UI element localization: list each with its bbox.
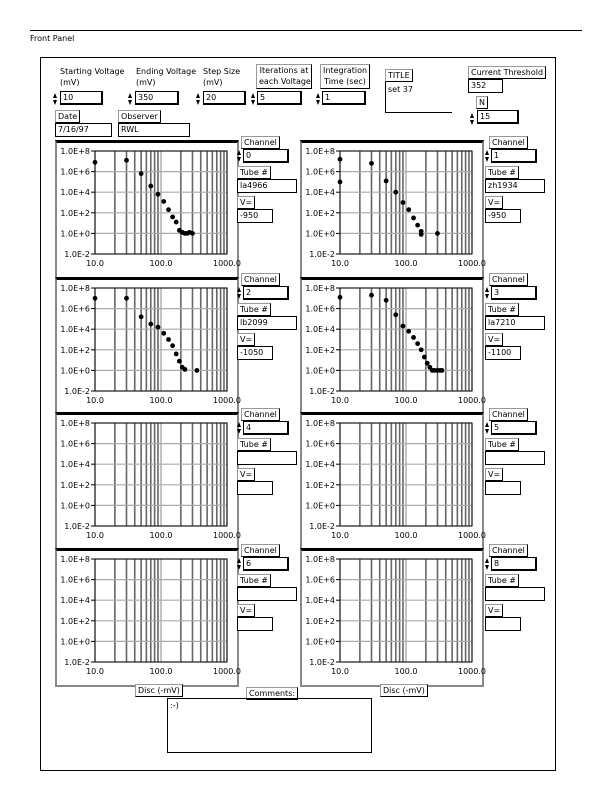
channel-label: Channel (489, 544, 528, 557)
data-point (148, 184, 153, 189)
tube-field[interactable]: lb2099 (237, 316, 297, 330)
x-tick-label: 100.0 (394, 259, 418, 268)
data-point (174, 352, 179, 357)
y-tick-label: 1.0E+8 (305, 147, 335, 156)
tube-label: Tube # (237, 438, 271, 451)
y-tick-label: 1.0E+2 (305, 208, 335, 218)
tube-label: Tube # (237, 166, 271, 179)
title-label: TITLE (385, 69, 413, 82)
integration-label (320, 64, 370, 89)
y-tick-label: 1.0E+8 (305, 555, 335, 564)
data-point (161, 199, 166, 204)
plot-svg (302, 280, 486, 414)
y-tick-label: 1.0E+0 (305, 229, 335, 239)
data-point (148, 322, 153, 327)
data-point (422, 355, 427, 360)
voltage-field[interactable] (485, 617, 521, 631)
iterations-label-line2: each Voltage (259, 77, 311, 86)
v-label: V= (485, 604, 503, 617)
iterations-stepper-icon[interactable] (251, 93, 256, 105)
y-tick-label: 1.0E+6 (60, 439, 90, 449)
y-tick-label: 1.0E+8 (60, 419, 90, 428)
tube-field[interactable] (485, 451, 545, 465)
observer-label: Observer (118, 110, 161, 123)
graph-channel-1 (300, 140, 484, 279)
voltage-field[interactable] (237, 481, 273, 495)
channel-stepper-icon[interactable] (485, 422, 490, 434)
voltage-field[interactable]: -1050 (237, 346, 273, 360)
y-tick-label: 1.0E+4 (305, 460, 335, 470)
x-tick-label: 100.0 (394, 531, 418, 540)
data-point (411, 216, 416, 221)
channel-label: Channel (489, 136, 528, 149)
y-tick-label: 1.0E+2 (60, 616, 90, 626)
integration-label-line2: Time (sec) (324, 77, 366, 86)
tube-field[interactable] (237, 451, 297, 465)
channel-stepper-icon[interactable] (237, 150, 242, 162)
channel-label: Channel (241, 544, 280, 557)
data-point (369, 161, 374, 166)
window-title: Front Panel (30, 34, 75, 43)
title-field[interactable]: set 37 (385, 82, 452, 113)
iterations-input[interactable]: 5 (257, 91, 302, 105)
current-threshold-label: Current Threshold (468, 66, 546, 79)
y-tick-label: 1.0E+8 (305, 419, 335, 428)
ending-voltage-stepper-icon[interactable] (128, 93, 133, 105)
tube-label: Tube # (237, 303, 271, 316)
channel-stepper-icon[interactable] (485, 558, 490, 570)
channel-stepper-icon[interactable] (485, 150, 490, 162)
tube-field[interactable]: zh1934 (485, 179, 545, 193)
channel-label: Channel (241, 273, 280, 286)
y-tick-label: 1.0E-2 (309, 250, 335, 259)
channel-input[interactable]: 1 (491, 149, 537, 163)
x-tick-label: 100.0 (394, 667, 418, 676)
data-point (170, 215, 175, 220)
channel-label: Channel (489, 408, 528, 421)
ending-voltage-label: Ending Voltage (136, 67, 197, 76)
x-tick-label: 1000.0 (213, 396, 241, 405)
x-tick-label: 1000.0 (458, 259, 486, 268)
n-stepper-icon[interactable] (470, 113, 475, 125)
voltage-field[interactable]: -950 (485, 209, 521, 223)
y-tick-label: 1.0E-2 (64, 387, 90, 396)
voltage-field[interactable] (237, 617, 273, 631)
v-label: V= (237, 196, 255, 209)
channel-input[interactable]: 5 (491, 421, 537, 435)
tube-field[interactable] (485, 587, 545, 601)
y-tick-label: 1.0E+0 (60, 229, 90, 239)
y-tick-label: 1.0E+2 (305, 480, 335, 490)
data-point (93, 160, 98, 165)
plot-svg (57, 280, 241, 414)
channel-label: Channel (241, 136, 280, 149)
data-point (415, 223, 420, 228)
v-label: V= (237, 468, 255, 481)
x-tick-label: 10.0 (86, 667, 104, 676)
channel-input[interactable]: 6 (243, 557, 289, 571)
channel-input[interactable]: 8 (491, 557, 537, 571)
x-tick-label: 10.0 (331, 531, 349, 540)
x-tick-label: 10.0 (86, 259, 104, 268)
y-tick-label: 1.0E+0 (305, 501, 335, 511)
data-point (435, 231, 440, 236)
data-point (124, 158, 129, 163)
voltage-field[interactable]: -950 (237, 209, 273, 223)
v-label: V= (237, 604, 255, 617)
tube-field[interactable] (237, 587, 297, 601)
plot-svg (302, 551, 486, 685)
y-tick-label: 1.0E-2 (309, 522, 335, 531)
plot-svg (57, 551, 241, 685)
data-point (415, 341, 420, 346)
graph-channel-2 (55, 277, 239, 416)
x-tick-label: 100.0 (394, 396, 418, 405)
ending-voltage-unit: (mV) (136, 78, 156, 87)
x-tick-label: 100.0 (149, 531, 173, 540)
tube-field[interactable]: la7210 (485, 316, 545, 330)
channel-input[interactable]: 2 (243, 286, 289, 300)
channel-label: Channel (489, 273, 528, 286)
y-tick-label: 1.0E+8 (60, 284, 90, 293)
y-tick-label: 1.0E+2 (305, 345, 335, 355)
y-tick-label: 1.0E+2 (60, 480, 90, 490)
x-tick-label: 1000.0 (458, 667, 486, 676)
integration-stepper-icon[interactable] (316, 93, 321, 105)
y-tick-label: 1.0E+8 (305, 284, 335, 293)
y-tick-label: 1.0E-2 (309, 658, 335, 667)
iterations-label (256, 64, 312, 89)
y-tick-label: 1.0E-2 (64, 250, 90, 259)
data-point (195, 368, 200, 373)
data-point (419, 232, 424, 237)
starting-voltage-stepper-icon[interactable] (53, 93, 58, 105)
y-tick-label: 1.0E+4 (305, 596, 335, 606)
graph-channel-5 (300, 412, 484, 551)
tube-label: Tube # (237, 574, 271, 587)
x-tick-label: 1000.0 (458, 531, 486, 540)
title-divider (30, 30, 582, 31)
date-field[interactable]: 7/16/97 (55, 123, 112, 137)
x-axis-label-left: Disc (-mV) (135, 684, 183, 697)
plot-svg (57, 415, 241, 549)
step-size-input[interactable]: 20 (203, 91, 246, 105)
channel-label: Channel (241, 408, 280, 421)
y-tick-label: 1.0E+2 (305, 616, 335, 626)
graph-channel-6 (55, 548, 239, 687)
channel-stepper-icon[interactable] (237, 422, 242, 434)
voltage-field[interactable]: -1100 (485, 346, 521, 360)
x-tick-label: 10.0 (86, 396, 104, 405)
y-tick-label: 1.0E-2 (64, 522, 90, 531)
data-point (406, 207, 411, 212)
x-tick-label: 10.0 (331, 259, 349, 268)
graph-channel-3 (300, 277, 484, 416)
y-tick-label: 1.0E+0 (60, 501, 90, 511)
data-point (139, 314, 144, 319)
data-point (139, 171, 144, 176)
data-point (401, 200, 406, 205)
x-tick-label: 10.0 (86, 531, 104, 540)
x-tick-label: 10.0 (331, 667, 349, 676)
y-tick-label: 1.0E-2 (64, 658, 90, 667)
tube-label: Tube # (485, 303, 519, 316)
x-tick-label: 1000.0 (213, 259, 241, 268)
x-tick-label: 100.0 (149, 259, 173, 268)
plot-svg (302, 415, 486, 549)
y-tick-label: 1.0E+6 (60, 167, 90, 177)
data-point (401, 324, 406, 329)
y-tick-label: 1.0E+4 (60, 596, 90, 606)
y-tick-label: 1.0E+0 (60, 366, 90, 376)
y-tick-label: 1.0E+4 (305, 188, 335, 198)
y-tick-label: 1.0E+4 (60, 460, 90, 470)
channel-stepper-icon[interactable] (237, 287, 242, 299)
y-tick-label: 1.0E+4 (60, 188, 90, 198)
data-point (393, 190, 398, 195)
data-point (393, 312, 398, 317)
integration-label-line1: Integration (323, 66, 368, 75)
data-point (440, 368, 445, 373)
tube-label: Tube # (485, 574, 519, 587)
y-tick-label: 1.0E+4 (60, 325, 90, 335)
data-point (156, 325, 161, 330)
x-tick-label: 1000.0 (213, 531, 241, 540)
data-point (338, 295, 343, 300)
data-point (177, 359, 182, 364)
data-point (419, 347, 424, 352)
x-tick-label: 10.0 (331, 396, 349, 405)
y-tick-label: 1.0E+6 (60, 304, 90, 314)
data-point (384, 298, 389, 303)
y-tick-label: 1.0E+4 (305, 325, 335, 335)
y-tick-label: 1.0E+6 (305, 304, 335, 314)
y-tick-label: 1.0E-2 (309, 387, 335, 396)
ending-voltage-input[interactable]: 350 (135, 91, 179, 105)
data-point (425, 361, 430, 366)
y-tick-label: 1.0E+6 (305, 167, 335, 177)
starting-voltage-unit: (mV) (60, 78, 80, 87)
graph-channel-4 (55, 412, 239, 551)
tube-field[interactable]: la4966 (237, 179, 297, 193)
data-point (369, 293, 374, 298)
channel-stepper-icon[interactable] (237, 558, 242, 570)
data-point (406, 329, 411, 334)
y-tick-label: 1.0E+8 (60, 147, 90, 156)
step-size-stepper-icon[interactable] (196, 93, 201, 105)
tube-label: Tube # (485, 166, 519, 179)
channel-input[interactable]: 3 (491, 286, 537, 300)
v-label: V= (485, 196, 503, 209)
data-point (338, 180, 343, 185)
data-point (93, 296, 98, 301)
y-tick-label: 1.0E+0 (305, 366, 335, 376)
comments-field[interactable]: :-) (167, 698, 372, 753)
graph-channel-8 (300, 548, 484, 687)
y-tick-label: 1.0E+0 (305, 637, 335, 647)
data-point (182, 367, 187, 372)
plot-svg (57, 143, 241, 277)
channel-stepper-icon[interactable] (485, 287, 490, 299)
starting-voltage-input[interactable]: 10 (60, 91, 103, 105)
n-input[interactable]: 15 (477, 110, 519, 124)
data-point (166, 337, 171, 342)
v-label: V= (237, 333, 255, 346)
data-point (166, 207, 171, 212)
data-point (174, 220, 179, 225)
channel-input[interactable]: 0 (243, 149, 289, 163)
integration-input[interactable]: 1 (322, 91, 366, 105)
n-label: N (476, 96, 488, 109)
starting-voltage-label: Starting Voltage (60, 67, 125, 76)
iterations-label-line1: Iterations at (259, 66, 309, 75)
x-axis-label-right: Disc (-mV) (380, 684, 428, 697)
y-tick-label: 1.0E+2 (60, 208, 90, 218)
y-tick-label: 1.0E+8 (60, 555, 90, 564)
tube-label: Tube # (485, 438, 519, 451)
data-point (161, 331, 166, 336)
x-tick-label: 100.0 (149, 667, 173, 676)
channel-input[interactable]: 4 (243, 421, 289, 435)
voltage-field[interactable] (485, 481, 521, 495)
y-tick-label: 1.0E+2 (60, 345, 90, 355)
date-label: Date (55, 110, 80, 123)
data-point (411, 335, 416, 340)
v-label: V= (485, 468, 503, 481)
y-tick-label: 1.0E+6 (305, 439, 335, 449)
x-tick-label: 100.0 (149, 396, 173, 405)
y-tick-label: 1.0E+6 (305, 575, 335, 585)
data-point (170, 343, 175, 348)
data-point (190, 231, 195, 236)
step-size-unit: (mV) (203, 78, 223, 87)
observer-field[interactable]: RWL (118, 123, 190, 137)
v-label: V= (485, 333, 503, 346)
step-size-label: Step Size (203, 67, 241, 76)
graph-channel-0 (55, 140, 239, 279)
data-point (338, 157, 343, 162)
current-threshold-field[interactable]: 352 (468, 79, 503, 93)
x-tick-label: 1000.0 (458, 396, 486, 405)
plot-svg (302, 143, 486, 277)
y-tick-label: 1.0E+0 (60, 637, 90, 647)
data-point (124, 296, 129, 301)
y-tick-label: 1.0E+6 (60, 575, 90, 585)
x-tick-label: 1000.0 (213, 667, 241, 676)
data-point (384, 178, 389, 183)
comments-label: Comments: (246, 687, 298, 700)
data-point (156, 192, 161, 197)
